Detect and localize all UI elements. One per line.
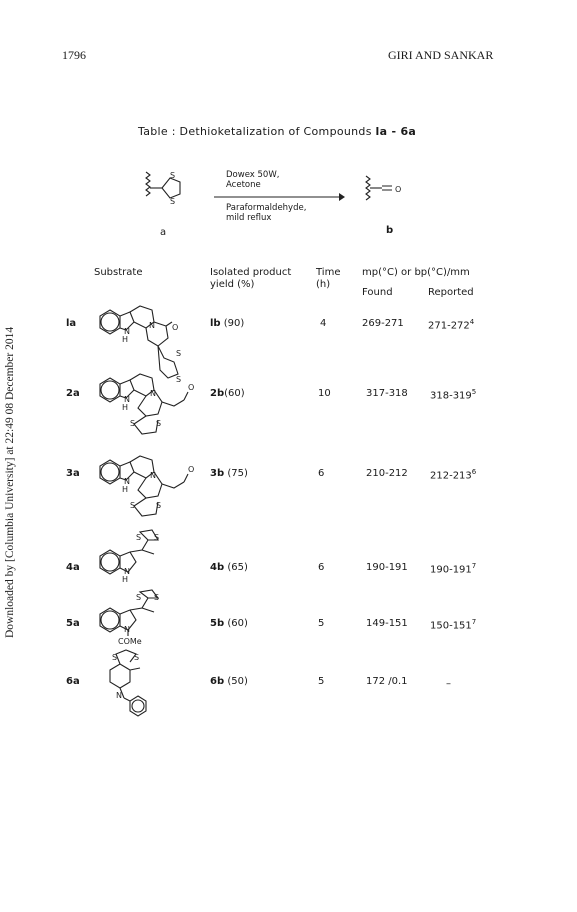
- col-mp-line: mp(°C) or bp(°C)/mm: [362, 267, 470, 278]
- row-yield: [210, 388, 245, 399]
- atom-s-1: S: [176, 349, 182, 358]
- atom-n-2: N: [150, 389, 156, 398]
- atom-s-2: S: [156, 501, 162, 510]
- reagent-line-3: Paraformaldehyde,: [226, 203, 307, 213]
- row-reported: [430, 618, 476, 631]
- reagent-line-4: mild reflux: [226, 213, 272, 223]
- atom-o: O: [188, 465, 195, 474]
- yield-value: (75): [227, 468, 248, 479]
- substrate-2a-structure: [92, 368, 202, 443]
- reported-value: 190-191: [430, 564, 472, 576]
- atom-o: O: [172, 323, 179, 332]
- atom-o: O: [188, 383, 195, 392]
- atom-s-top: S: [170, 171, 176, 180]
- row-time: 5: [318, 676, 325, 687]
- row-label: 4a: [66, 562, 80, 573]
- substrate-4a-structure: [92, 526, 182, 586]
- atom-s-1: S: [112, 653, 118, 662]
- row-found: 149-151: [366, 618, 408, 629]
- yield-value: (50): [227, 676, 248, 687]
- col-yield-line2: yield (%): [210, 279, 255, 290]
- row-found: 317-318: [366, 388, 408, 399]
- download-note-text: Downloaded by [Columbia University] at 22:49 08 December 2014: [4, 326, 16, 638]
- row-time: 6: [318, 562, 325, 573]
- row-reported: [430, 562, 476, 575]
- product-label: 2b: [210, 388, 225, 399]
- atom-h: H: [122, 485, 129, 494]
- reported-value: 212-213: [430, 470, 472, 482]
- col-yield-line1: Isolated product: [210, 267, 292, 278]
- atom-s-1: S: [130, 501, 136, 510]
- atom-h: H: [122, 335, 129, 344]
- reference-number: 6: [471, 468, 477, 476]
- col-time-line1: Time: [316, 267, 341, 278]
- reaction-arrow: [214, 192, 344, 202]
- reference-number: 7: [471, 562, 477, 570]
- row-found: 210-212: [366, 468, 408, 479]
- product-label: 6b: [210, 676, 225, 687]
- row-time: 4: [320, 318, 327, 329]
- row-found: 269-271: [362, 318, 404, 329]
- row-yield: [210, 318, 244, 329]
- substrate-6a-structure: [90, 648, 180, 718]
- yield-value: (60): [227, 618, 248, 629]
- row-yield: [210, 468, 248, 479]
- product-label: 3b: [210, 468, 225, 479]
- caption-prefix: Table : Dethioketalization of Compounds: [138, 125, 376, 138]
- acetyl-group: COMe: [118, 637, 142, 646]
- row-found: 190-191: [366, 562, 408, 573]
- atom-s-1: S: [130, 419, 136, 428]
- row-reported: [430, 468, 476, 481]
- atom-s-2: S: [134, 653, 140, 662]
- running-title: GIRI AND SANKAR: [388, 48, 494, 62]
- col-substrate: Substrate: [94, 267, 143, 278]
- atom-s-bottom: S: [170, 197, 176, 206]
- scheme-label-a: a: [160, 227, 167, 238]
- reported-value: 150-151: [430, 620, 472, 632]
- yield-value: (60): [224, 388, 245, 399]
- row-label: 2a: [66, 388, 80, 399]
- col-found: Found: [362, 287, 393, 298]
- reference-number: 5: [471, 388, 477, 396]
- table-caption: [138, 125, 416, 138]
- row-reported: [446, 676, 451, 689]
- row-time: 5: [318, 618, 325, 629]
- row-reported: [430, 388, 476, 401]
- caption-compounds: la - 6a: [375, 125, 417, 138]
- page-number: 1796: [62, 48, 86, 62]
- product-label: 5b: [210, 618, 225, 629]
- atom-s-1: S: [136, 593, 142, 602]
- row-found: 172 /0.1: [366, 676, 408, 687]
- reagent-line-2: Acetone: [226, 180, 261, 190]
- atom-s-2: S: [154, 533, 160, 542]
- col-reported: Reported: [428, 287, 474, 298]
- scheme-label-b: b: [386, 225, 394, 236]
- row-yield: [210, 676, 248, 687]
- reported-value: 318-319: [430, 390, 472, 402]
- row-yield: [210, 618, 248, 629]
- download-note: [2, 220, 18, 640]
- row-label: 3a: [66, 468, 80, 479]
- atom-s-1: S: [136, 533, 142, 542]
- yield-value: (65): [227, 562, 248, 573]
- atom-n: N: [124, 477, 130, 486]
- atom-o: O: [395, 185, 402, 194]
- row-label: 5a: [66, 618, 80, 629]
- atom-s-2: S: [154, 593, 160, 602]
- reference-number: 4: [469, 318, 475, 326]
- reagent-line-1: Dowex 50W,: [226, 170, 280, 180]
- row-yield: [210, 562, 248, 573]
- row-label: 6a: [66, 676, 80, 687]
- ketone-product-structure: [362, 176, 412, 216]
- reported-value: –: [446, 678, 451, 690]
- row-reported: [428, 318, 474, 331]
- product-label: 4b: [210, 562, 225, 573]
- row-time: 6: [318, 468, 325, 479]
- col-time-line2: (h): [316, 279, 331, 290]
- atom-n: N: [124, 567, 130, 576]
- substrate-5a-structure: [92, 590, 182, 650]
- atom-h: H: [122, 403, 129, 412]
- reference-number: 7: [471, 618, 477, 626]
- atom-n: N: [124, 395, 130, 404]
- yield-value: (90): [223, 318, 245, 329]
- atom-n: N: [124, 625, 130, 634]
- atom-n: N: [124, 327, 130, 336]
- atom-n: N: [116, 691, 122, 700]
- atom-n-2: N: [150, 471, 156, 480]
- reported-value: 271-272: [428, 320, 470, 332]
- atom-s-2: S: [156, 419, 162, 428]
- product-label: lb: [210, 318, 221, 329]
- row-time: 10: [318, 388, 331, 399]
- substrate-3a-structure: [92, 450, 202, 525]
- row-label: la: [66, 318, 77, 329]
- dithiolane-substrate-structure: [140, 170, 190, 220]
- atom-h: H: [122, 575, 129, 584]
- atom-n-2: N: [149, 321, 155, 330]
- atom-s-2: S: [176, 375, 182, 384]
